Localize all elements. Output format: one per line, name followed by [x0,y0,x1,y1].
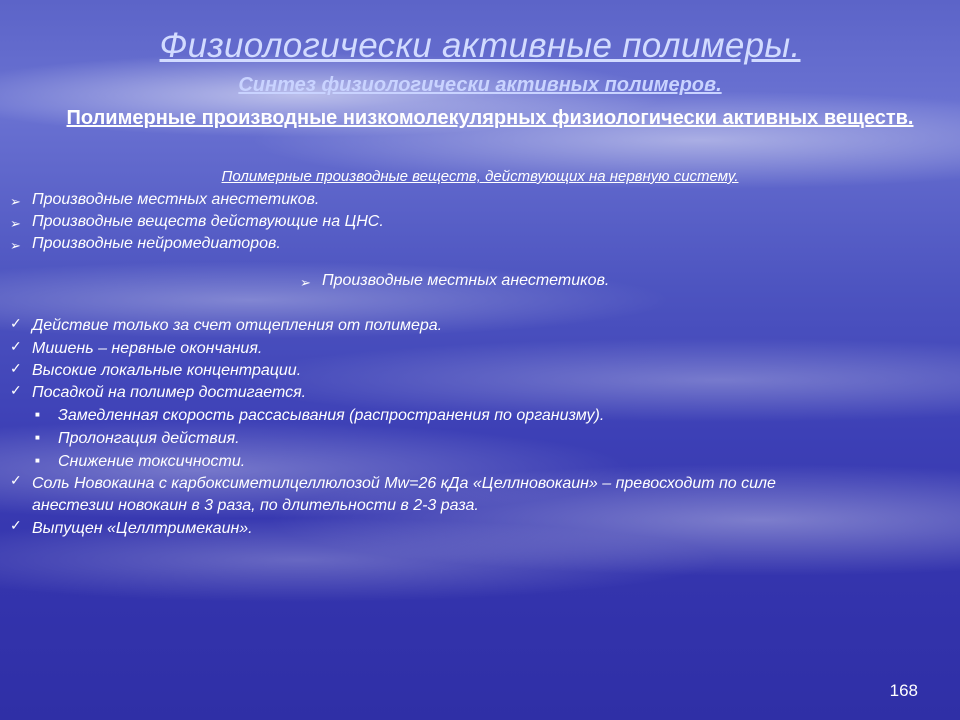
page-number: 168 [889,681,918,700]
local-anesthetics-heading: Производные местных анестетиков. [322,272,610,289]
list-item: Производные нейромедиаторов. [32,235,281,252]
square-bullet-icon: ■ [35,410,40,419]
list-item: Мишень – нервные окончания. [32,340,263,357]
list-item: Снижение токсичности. [58,453,246,470]
square-bullet-icon: ■ [35,433,40,442]
list-item: Производные местных анестетиков. [32,191,320,208]
list-item: Посадкой на полимер достигается. [32,384,307,401]
arrow-bullet-icon: ➢ [10,238,21,253]
nervous-system-subheading: Полимерные производные веществ, действующих на нервную систему. [221,168,739,185]
arrow-bullet-icon: ➢ [300,275,311,290]
list-item: Действие только за счет отщепления от полимера. [32,317,443,334]
list-item-continuation: анестезии новокаин в 3 раза, по длительности в 2-3 раза. [32,497,479,514]
check-bullet-icon: ✓ [10,315,22,331]
check-bullet-icon: ✓ [10,382,22,398]
list-item: Производные веществ действующие на ЦНС. [32,213,384,230]
section-heading-main: Полимерные производные низкомолекулярных физиологически активных веществ. [66,107,914,129]
list-item: Пролонгация действия. [58,430,240,447]
list-item: Замедленная скорость рассасывания (распространения по организму). [58,407,605,424]
arrow-bullet-icon: ➢ [10,216,21,231]
list-item: Соль Новокаина с карбоксиметилцеллюлозой Mw=26 кДа «Целлновокаин» – превосходит по силе [32,475,776,492]
list-item: Выпущен «Целлтримекаин». [32,520,253,537]
check-bullet-icon: ✓ [10,472,22,488]
check-bullet-icon: ✓ [10,338,22,354]
square-bullet-icon: ■ [35,456,40,465]
slide-title: Физиологически активные полимеры. [159,26,801,65]
arrow-bullet-icon: ➢ [10,194,21,209]
check-bullet-icon: ✓ [10,517,22,533]
list-item: Высокие локальные концентрации. [32,362,302,379]
check-bullet-icon: ✓ [10,360,22,376]
slide-subtitle: Синтез физиологически активных полимеров. [238,74,722,96]
